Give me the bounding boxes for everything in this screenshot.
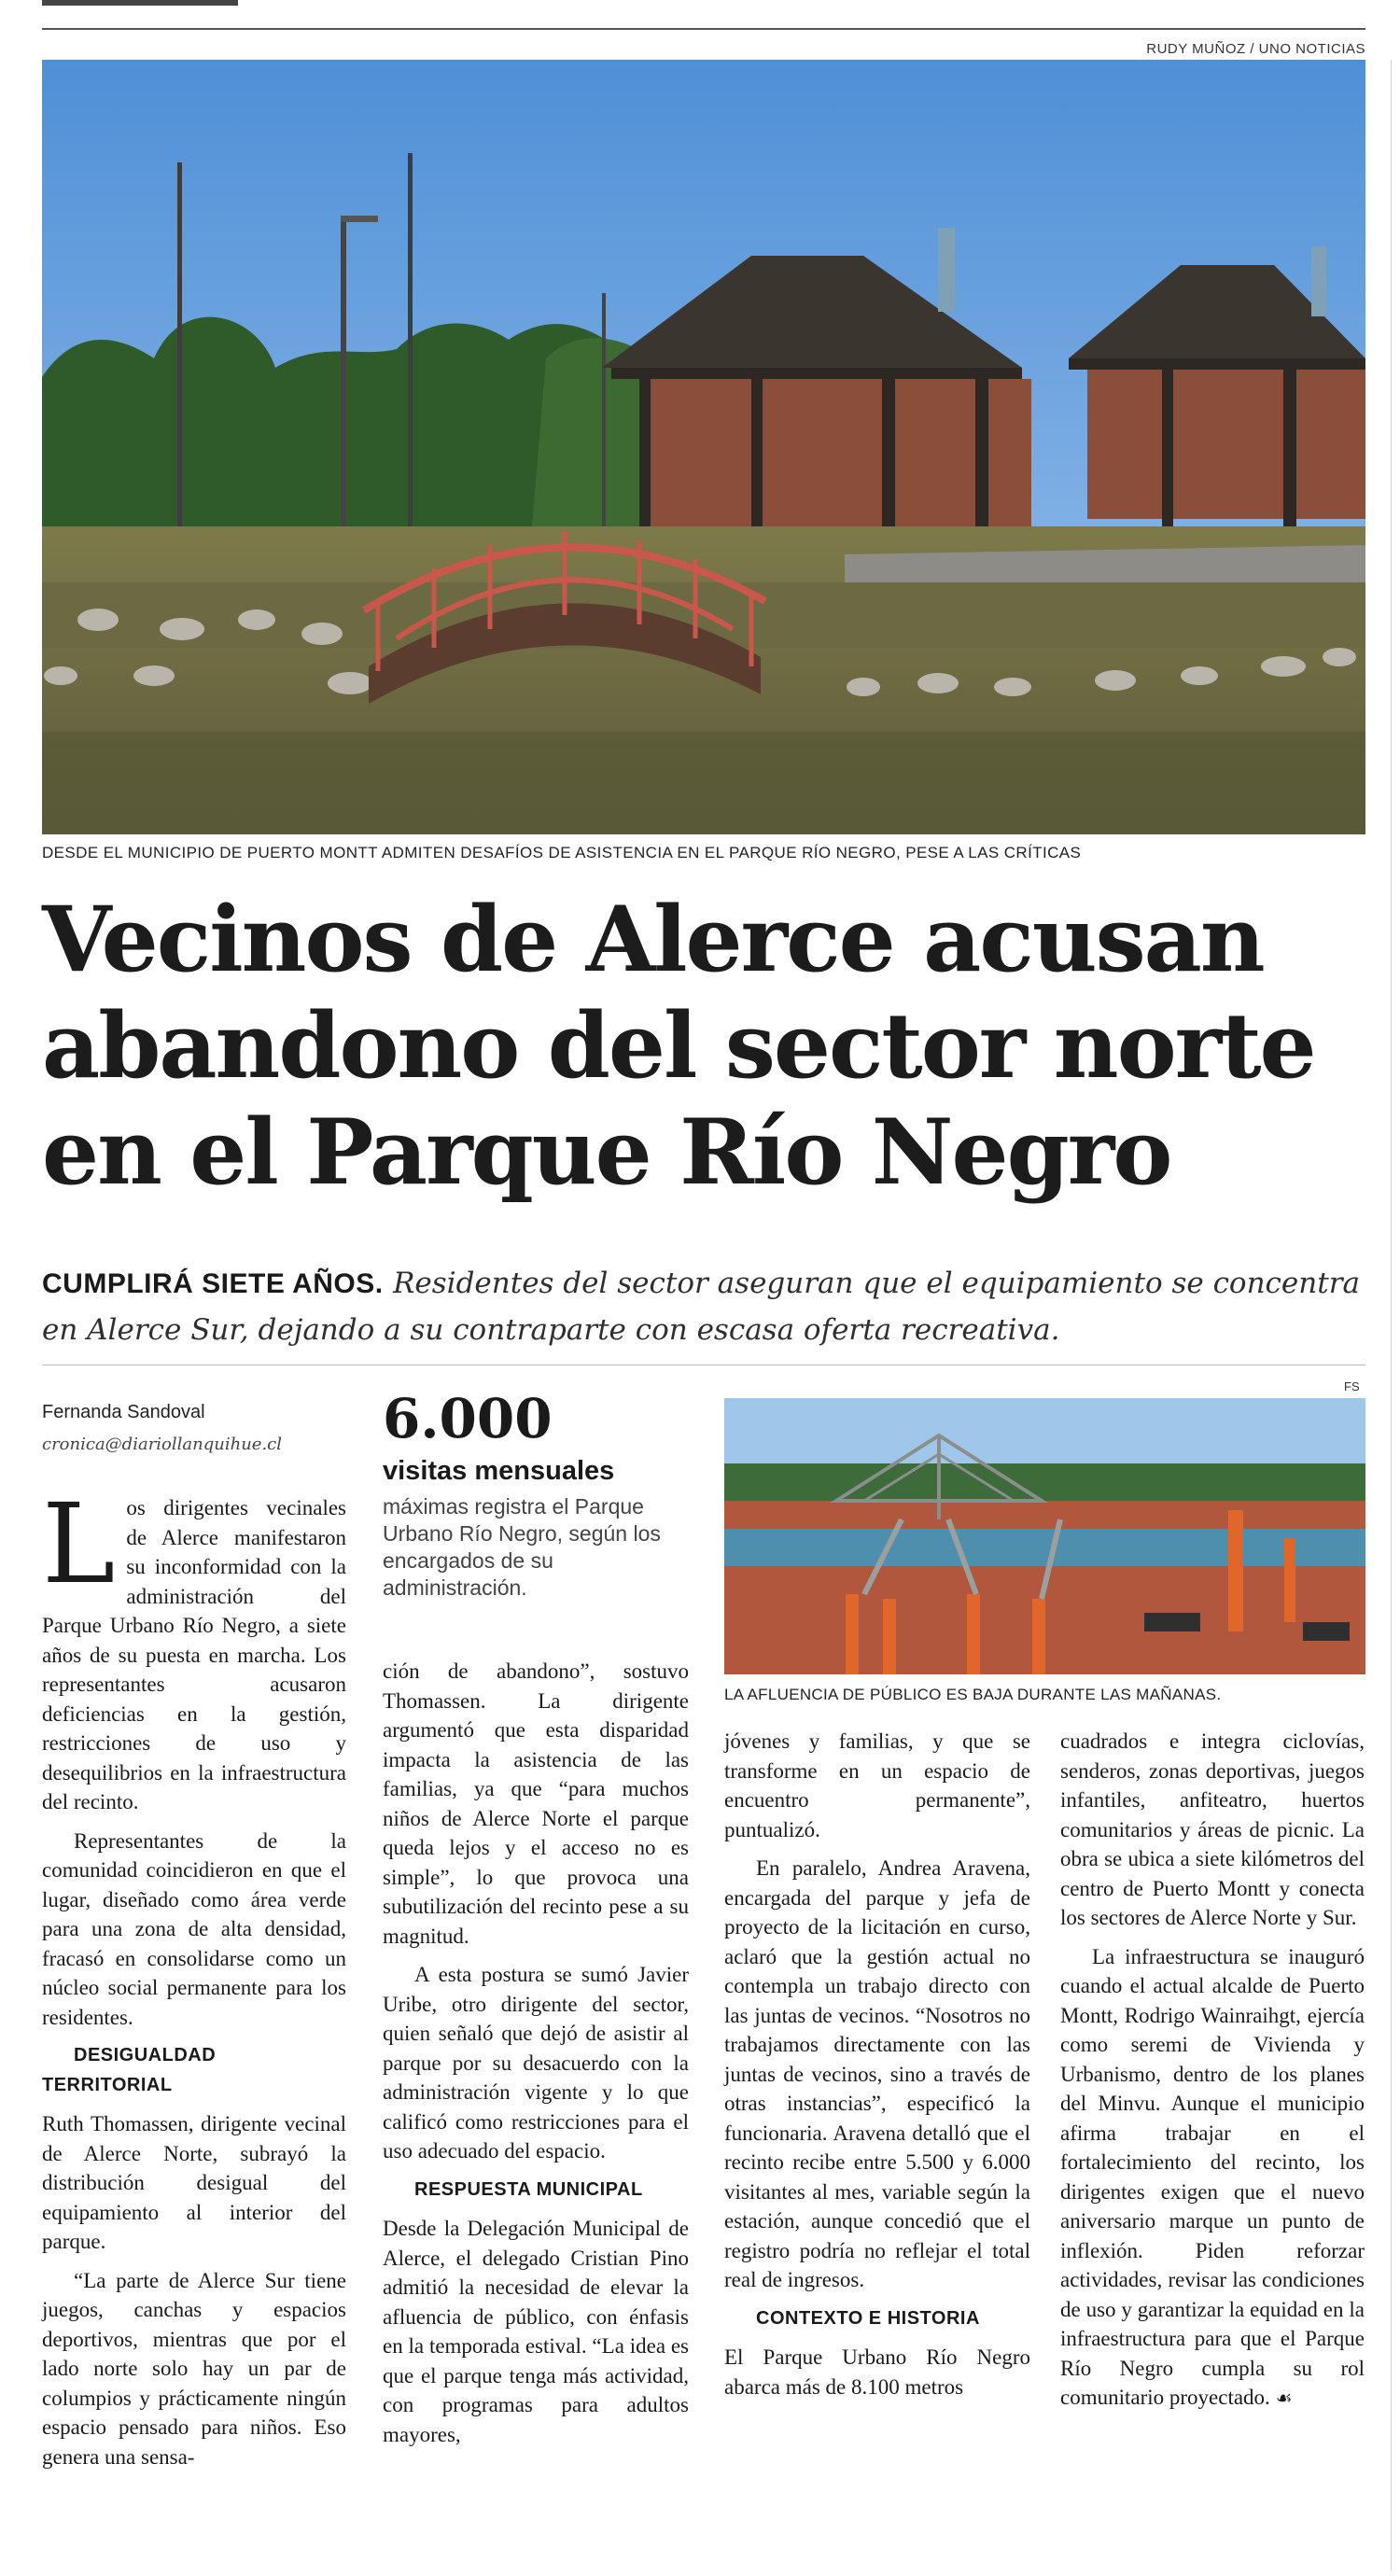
stat-description: máximas registra el Parque Urbano Río Negro, según los encargados de su administración. bbox=[383, 1494, 661, 1600]
end-mark-icon: ☙ bbox=[1275, 2387, 1293, 2409]
stat-number: 6.000 bbox=[383, 1387, 553, 1450]
deck-kicker: CUMPLIRÁ SIETE AÑOS. bbox=[42, 1268, 384, 1299]
paragraph-3: Ruth Thomassen, dirigente vecinal de Alerce Norte, subrayó la distribución desigual del equipamiento al interior del parque. bbox=[42, 2112, 346, 2253]
park-bridge-photo bbox=[42, 60, 1365, 834]
stat-label: visitas mensuales bbox=[383, 1456, 615, 1486]
paragraph-4: “La parte de Alerce Sur tiene juegos, canchas y espacios deportivos, mientras que por el lado norte solo hay un par de columpios y prácticamente ningún espacio pensado para niños. Eso genera una sensa- bbox=[42, 2268, 346, 2469]
main-photo-caption: DESDE EL MUNICIPIO DE PUERTO MONTT ADMITEN DESAFÍOS DE ASISTENCIA EN EL PARQUE RÍO NEGRO, PESE A LAS CRÍTICAS bbox=[42, 844, 1082, 861]
photo-credit: RUDY MUÑOZ / UNO NOTICIAS bbox=[1146, 41, 1365, 57]
headline-line-3: en el Parque Río Negro bbox=[42, 1099, 1171, 1205]
deck-text: Residentes del sector aseguran que el equipamiento se concentra en Alerce Sur, dejando a su contraparte con escasa oferta recreativa. bbox=[42, 1267, 1360, 1347]
subhead-desigualdad: DESIGUALDAD TERRITORIAL bbox=[42, 2045, 217, 2095]
paragraph-10: El Parque Urbano Río Negro abarca más de 8.100 metros bbox=[724, 2345, 1030, 2399]
byline-email: cronica@diariollanquihue.cl bbox=[42, 1435, 283, 1454]
page-edge bbox=[1391, 60, 1392, 2570]
body-column-2 bbox=[383, 1657, 689, 2458]
byline-author: Fernanda Sandoval bbox=[42, 1402, 205, 1422]
paragraph-5: ción de abandono”, sostuvo Thomassen. La dirigente argumentó que esta disparidad impacta la asistencia de las familias, ya que “para muchos niños de Alerce Norte el parque queda lejos y el acceso no es simple”, lo que provoca una subutilización del recinto pese a su magnitud. bbox=[383, 1659, 689, 1948]
paragraph-7: Desde la Delegación Municipal de Alerce, el delegado Cristian Pino admitió la necesidad de elevar la afluencia de público, con énfasis en la temporada estival. “La idea es que el parque tenga más actividad, con programas para adultos mayores, bbox=[383, 2217, 689, 2446]
paragraph-6: A esta postura se sumó Javier Uribe, otro dirigente del sector, quien señaló que dejó de asistir al parque por su desacuerdo con la administración vigente y lo que calificó como restricciones para el uso adecuado del espacio. bbox=[383, 1963, 689, 2163]
body-column-3 bbox=[724, 1727, 1030, 2411]
headline-line-2: abandono del sector norte bbox=[42, 993, 1315, 1099]
playground-photo bbox=[724, 1398, 1365, 1674]
second-photo-credit: FS bbox=[1344, 1379, 1360, 1393]
headline-line-1: Vecinos de Alerce acusan bbox=[42, 887, 1264, 992]
headline bbox=[42, 887, 1367, 1206]
drop-cap: L bbox=[42, 1479, 116, 1608]
paragraph-1: Los dirigentes vecinales de Alerce manifestaron su inconformidad con la administración del Parque Urbano Río Negro, a siete años de su puesta en marcha. Los representantes acusaron deficiencias en la gestión, restricciones de uso y desequilibrios en la infraestructura del recinto. bbox=[42, 1479, 346, 1813]
subhead-contexto: CONTEXTO E HISTORIA bbox=[756, 2307, 980, 2329]
second-photo-caption: LA AFLUENCIA DE PÚBLICO ES BAJA DURANTE LAS MAÑANAS. bbox=[724, 1686, 1222, 1703]
body-column-4 bbox=[1060, 1727, 1365, 2423]
body-column-1 bbox=[42, 1479, 346, 2481]
deck bbox=[42, 1260, 1367, 1352]
paragraph-11: cuadrados e integra ciclovías, senderos, zonas deportivas, juegos infantiles, anfiteatro, huertos comunitarios y áreas de picnic. La obra se ubica a siete kilómetros del centro de Puerto Montt y conecta los sectores de Alerce Norte y Sur. bbox=[1060, 1729, 1365, 1929]
top-rule bbox=[42, 28, 1365, 30]
subhead-respuesta: RESPUESTA MUNICIPAL bbox=[414, 2178, 643, 2200]
paragraph-12: La infraestructura se inauguró cuando el actual alcalde de Puerto Montt, Rodrigo Wainraihgt, ejercía como seremi de Vivienda y Urbanismo, dentro de los planes del Minvu. Aunque el municipio afirma trabajar en el fortalecimiento del recinto, los dirigentes exigen que el nuevo aniversario marque un punto de inflexión. Piden reforzar actividades, revisar las condiciones de uso y garantizar la equidad en la infraestructura para que el Parque Río Negro cumpla su rol comunitario proyectado. ☙ bbox=[1060, 1944, 1365, 2409]
section-marker bbox=[42, 0, 238, 6]
paragraph-9: En paralelo, Andrea Aravena, encargada del parque y jefa de proyecto de la licitación en curso, aclaró que la gestión actual no contempla un trabajo directo con las juntas de vecinos. “Nosotros no trabajamos directamente con las juntas de vecinos, sino a través de otras instancias”, especificó la funcionaria. Aravena detalló que el recinto recibe entre 5.500 y 6.000 visitantes al mes, variable según la estación, aunque concedió que el registro podría no reflejar el total real de ingresos. bbox=[724, 1856, 1030, 2291]
paragraph-8: jóvenes y familias, y que se transforme en un espacio de encuentro permanente”, puntualizó. bbox=[724, 1729, 1030, 1841]
paragraph-2: Representantes de la comunidad coincidieron en que el lugar, diseñado como área verde para una zona de alta densidad, fracasó en consolidarse como un núcleo social permanente para los residentes. bbox=[42, 1828, 346, 2029]
